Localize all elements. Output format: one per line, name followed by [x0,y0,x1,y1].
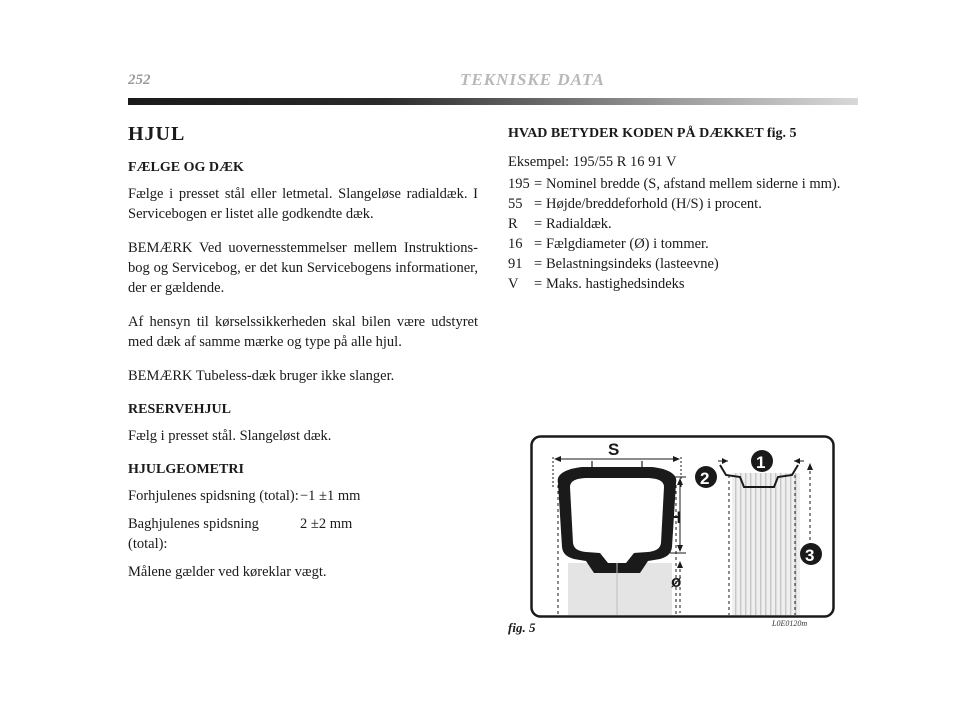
geometry-value: −1 ±1 mm [300,488,361,504]
tyre-code-row [508,194,858,214]
tyre-code-row [508,254,858,274]
marker-2: 2 [700,469,710,488]
code-equals: = [534,196,543,212]
label-diameter: ø [671,572,682,591]
tyre-diagram [530,435,835,618]
tyre-code-row [508,234,858,254]
figure-code: L0E0120m [772,619,808,628]
geometry-label: Baghjulenes spidsning (total): [128,516,259,552]
code-key: 16 [508,236,523,252]
geometry-row-rear [128,514,478,554]
code-description: Nominel bredde (S, afstand mellem siderne i mm). [546,176,841,192]
code-description: Maks. hastighedsindeks [546,276,685,292]
code-description: Højde/breddeforhold (H/S) i procent. [546,196,762,212]
tyre-code-heading: HVAD BETYDER KODEN PÅ DÆKKET fig. 5 [508,126,797,141]
code-key: 195 [508,176,530,192]
marker-3: 3 [805,546,815,565]
header-rule [128,98,858,105]
rims-paragraph-3: Af hensyn til kørselssikkerheden skal bilen være udstyret med dæk af samme mærke og type på alle hjul. [128,314,478,350]
code-description: Belastningsindeks (lasteevne) [546,256,719,272]
page-number: 252 [128,72,151,88]
tyre-code-row [508,174,858,194]
label-h: H [669,508,682,527]
spare-text: Fælg i presset stål. Slangeløst dæk. [128,428,332,444]
geometry-note: Målene gælder ved køreklar vægt. [128,564,327,580]
rims-paragraph-2: BEMÆRK Ved uovernesstemmelser mellem Instruktions-bog og Servicebog, er det kun Servicebogens informationer, der er gældende. [128,240,478,296]
code-equals: = [534,256,543,272]
rim-section [718,458,813,615]
code-equals: = [534,176,543,192]
code-equals: = [534,276,543,292]
right-column [508,124,858,294]
geometry-heading: HJULGEOMETRI [128,462,244,477]
tyre-code-example: Eksempel: 195/55 R 16 91 V [508,154,677,170]
rims-heading: FÆLGE OG DÆK [128,160,244,175]
rims-paragraph-1: Fælge i presset stål eller letmetal. Slangeløse radialdæk. I Servicebogen er listet alle godkendte dæk. [128,186,478,222]
code-description: Radialdæk. [546,216,612,232]
marker-1: 1 [756,453,766,472]
tyre-cross-section [558,461,677,615]
page-title: TEKNISKE DATA [460,70,605,89]
tyre-code-row [508,274,858,294]
rims-paragraph-4: BEMÆRK Tubeless-dæk bruger ikke slanger. [128,368,395,384]
code-description: Fælgdiameter (Ø) i tommer. [546,236,709,252]
tyre-code-row [508,214,858,234]
geometry-label: Forhjulenes spidsning (total): [128,488,299,504]
left-column [128,120,478,582]
label-s: S [608,440,620,459]
geometry-row-front [128,486,478,506]
figure-caption: fig. 5 [508,620,536,635]
code-key: R [508,216,518,232]
code-key: 55 [508,196,523,212]
code-key: 91 [508,256,523,272]
code-equals: = [534,236,543,252]
code-key: V [508,276,519,292]
spare-heading: RESERVEHJUL [128,402,231,417]
section-heading: HJUL [128,123,186,145]
geometry-value: 2 ±2 mm [300,516,353,532]
code-equals: = [534,216,543,232]
